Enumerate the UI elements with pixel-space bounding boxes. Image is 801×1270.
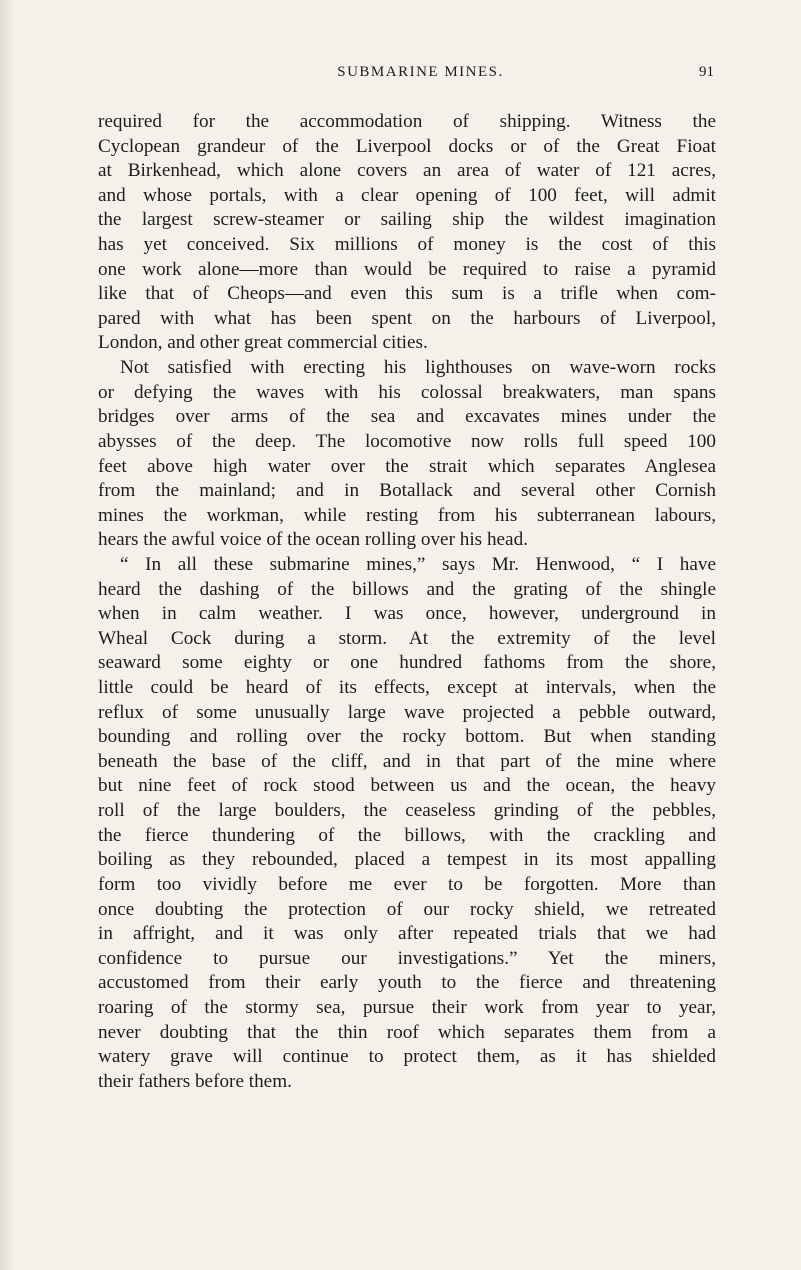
text-line: and whose portals, with a clear opening of 100 feet, will admit (98, 184, 716, 206)
page-spine-shadow (0, 0, 14, 1270)
text-line: little could be heard of its effects, except at intervals, when the (98, 677, 716, 699)
text-line: or defying the waves with his colossal breakwaters, man spans (98, 381, 716, 403)
body-text (98, 110, 716, 1094)
page-header (0, 64, 801, 88)
text-line: form too vividly before me ever to be forgotten. More than (98, 873, 716, 895)
text-line: bounding and rolling over the rocky bottom. But when standing (98, 726, 716, 748)
text-line: roll of the large boulders, the ceaseless grinding of the pebbles, (98, 800, 716, 822)
text-line: boiling as they rebounded, placed a tempest in its most appalling (98, 849, 716, 871)
text-line: accustomed from their early youth to the fierce and threatening (98, 972, 716, 994)
text-line: Not satisfied with erecting his lighthouses on wave-worn rocks (120, 357, 716, 379)
running-head: SUBMARINE MINES. (337, 64, 504, 80)
text-line: London, and other great commercial cities. (98, 332, 428, 354)
text-line: but nine feet of rock stood between us and the ocean, the heavy (98, 775, 716, 797)
text-line: reflux of some unusually large wave projected a pebble outward, (98, 701, 716, 723)
text-line: in affright, and it was only after repeated trials that we had (98, 923, 716, 945)
text-line: confidence to pursue our investigations.” Yet the miners, (98, 947, 716, 969)
text-line: abysses of the deep. The locomotive now rolls full speed 100 (98, 430, 716, 452)
text-line: has yet conceived. Six millions of money is the cost of this (98, 234, 716, 256)
text-line: beneath the base of the cliff, and in that part of the mine where (98, 750, 716, 772)
text-line: once doubting the protection of our rocky shield, we retreated (98, 898, 716, 920)
text-line: mines the workman, while resting from his subterranean labours, (98, 504, 716, 526)
text-line: like that of Cheops—and even this sum is a trifle when com- (98, 283, 716, 305)
text-line: pared with what has been spent on the harbours of Liverpool, (98, 307, 716, 329)
page-number: 91 (699, 64, 714, 80)
text-line: feet above high water over the strait which separates Anglesea (98, 455, 716, 477)
text-line: their fathers before them. (98, 1070, 292, 1092)
text-line: Wheal Cock during a storm. At the extremity of the level (98, 627, 716, 649)
text-line: the fierce thundering of the billows, with the crackling and (98, 824, 716, 846)
text-line: roaring of the stormy sea, pursue their work from year to year, (98, 996, 716, 1018)
text-line: bridges over arms of the sea and excavates mines under the (98, 406, 716, 428)
text-line: one work alone—more than would be required to raise a pyramid (98, 258, 716, 280)
text-line: at Birkenhead, which alone covers an area of water of 121 acres, (98, 160, 716, 182)
text-line: “ In all these submarine mines,” says Mr. Henwood, “ I have (120, 553, 716, 575)
text-line: from the mainland; and in Botallack and several other Cornish (98, 480, 716, 502)
text-line: seaward some eighty or one hundred fathoms from the shore, (98, 652, 716, 674)
text-line: heard the dashing of the billows and the grating of the shingle (98, 578, 716, 600)
text-line: Cyclopean grandeur of the Liverpool docks or of the Great Fioat (98, 135, 716, 157)
text-line: watery grave will continue to protect them, as it has shielded (98, 1046, 716, 1068)
text-line: never doubting that the thin roof which separates them from a (98, 1021, 716, 1043)
text-line: hears the awful voice of the ocean rolling over his head. (98, 529, 528, 551)
text-line: the largest screw-steamer or sailing ship the wildest imagination (98, 209, 716, 231)
text-line: required for the accommodation of shipping. Witness the (98, 111, 716, 132)
text-line: when in calm weather. I was once, however, underground in (98, 603, 716, 625)
